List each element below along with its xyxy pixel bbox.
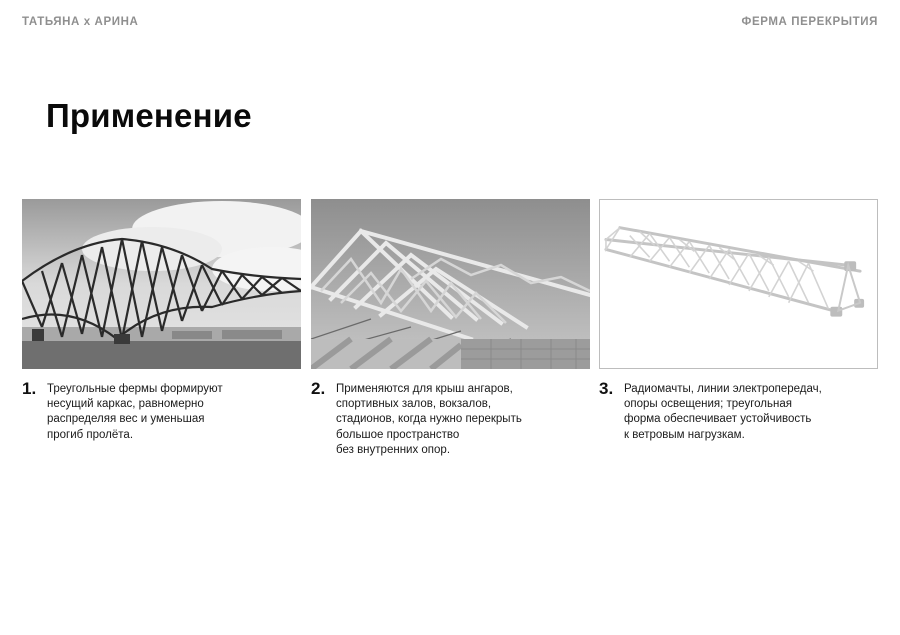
application-card-3 bbox=[599, 199, 878, 443]
bridge-truss-image bbox=[22, 199, 301, 369]
roof-truss-image bbox=[311, 199, 590, 369]
item-text: Применяются для крыш ангаров, спортивных залов, вокзалов, стадионов, когда нужно перекрыть большое пространство без внутренних опор. bbox=[336, 383, 522, 456]
triangular-truss-image bbox=[599, 199, 878, 369]
application-item-2 bbox=[311, 379, 590, 458]
application-item-3 bbox=[599, 379, 878, 443]
item-text: Треугольные фермы формируют несущий каркас, равномерно распределяя вес и уменьшая прогиб пролёта. bbox=[47, 383, 223, 441]
item-number: 2. bbox=[311, 379, 326, 398]
item-number: 1. bbox=[22, 379, 37, 398]
header-topic: ФЕРМА ПЕРЕКРЫТИЯ bbox=[741, 16, 878, 28]
application-card-1 bbox=[22, 199, 301, 443]
application-card-2 bbox=[311, 199, 590, 458]
application-item-1 bbox=[22, 379, 301, 443]
item-number: 3. bbox=[599, 379, 614, 398]
page-title: Применение bbox=[46, 97, 252, 134]
header-author: ТАТЬЯНА х АРИНА bbox=[22, 16, 139, 28]
item-text: Радиомачты, линии электропередач, опоры освещения; треугольная форма обеспечивает устойчивость к ветровым нагрузкам. bbox=[624, 383, 822, 441]
